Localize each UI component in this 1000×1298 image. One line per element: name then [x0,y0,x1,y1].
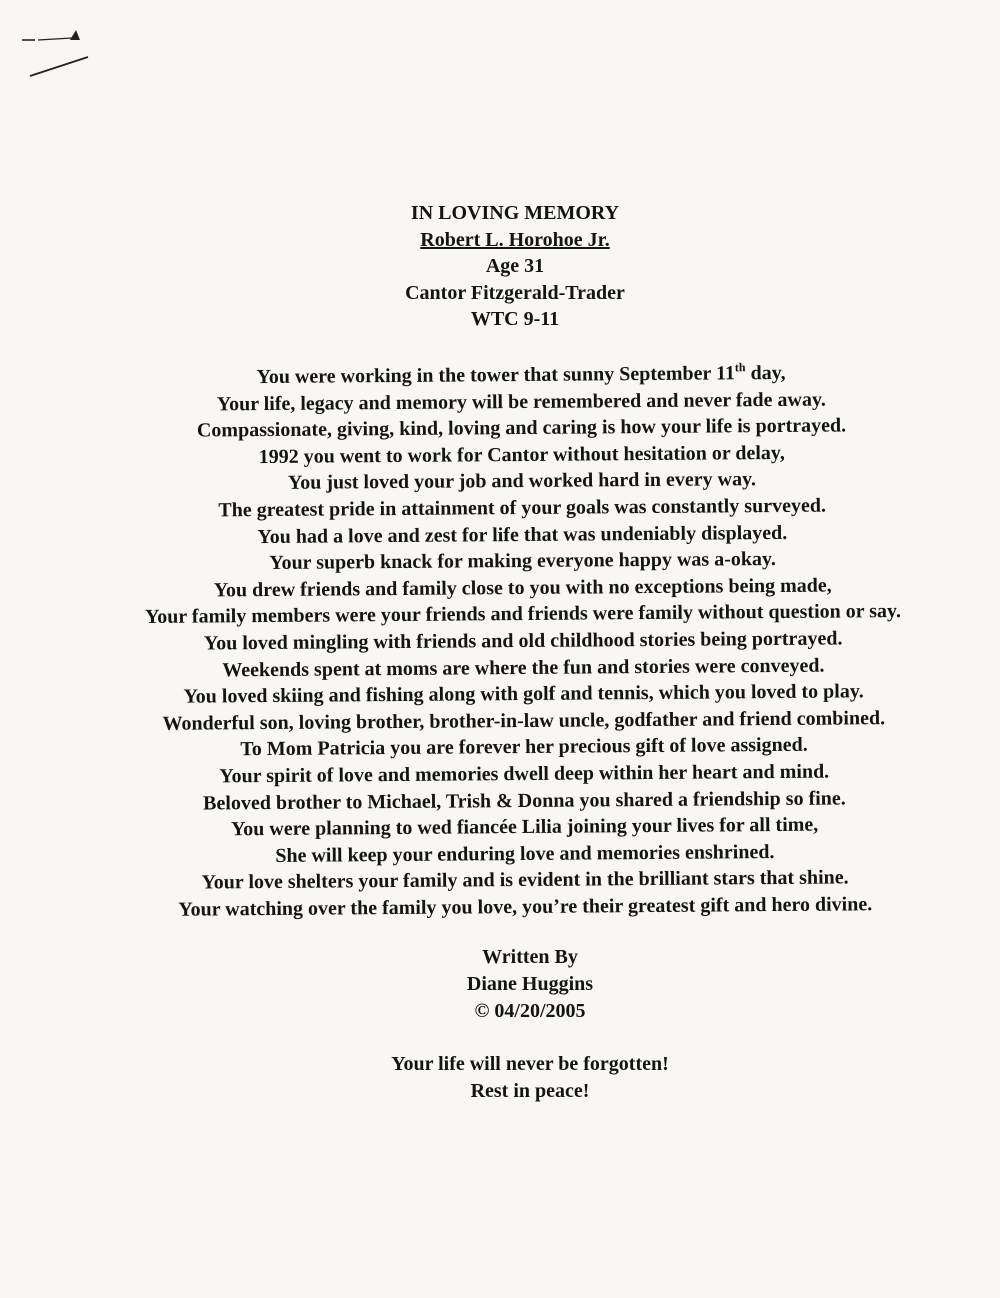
event-label: WTC 9-11 [470,308,560,330]
memorial-header [0,200,1000,333]
poem-line: 1992 you went to work for Cantor without hesitation or delay, [258,441,785,468]
pen-mark-stroke [30,57,88,76]
copyright-date: © 04/20/2005 [474,1000,586,1022]
memorial-title: IN LOVING MEMORY [410,202,620,224]
honoree-name: Robert L. Horohoe Jr. [420,228,610,251]
pen-marks [0,0,120,90]
written-by-label: Written By [482,946,578,968]
poem-line-1-text: You were working in the tower that sunny September 11 [256,362,736,389]
poem-line: You loved mingling with friends and old childhood stories being portrayed. [203,627,843,655]
poem-line: Your superb knack for making everyone happy was a-okay. [269,548,776,575]
poem-line: You had a love and zest for life that was undeniably displayed. [257,521,788,548]
poem-line: You drew friends and family close to you with no exceptions being made, [213,574,832,602]
poem-line: The greatest pride in attainment of your goals was constantly surveyed. [218,494,827,522]
honoree-age: Age 31 [485,255,545,277]
pen-mark-arrow [70,30,80,40]
poem-line: Your spirit of love and memories dwell deep within her heart and mind. [219,760,830,788]
poem-line: You just loved your job and worked hard in every way. [287,468,757,495]
honoree-employer: Cantor Fitzgerald-Trader [405,281,625,304]
poem-line: To Mom Patricia you are forever her precious gift of love assigned. [240,734,808,761]
author-name: Diane Huggins [466,973,594,995]
poem-line: She will keep your enduring love and memories enshrined. [275,840,775,867]
closing-line-1: Your life will never be forgotten! [391,1053,669,1075]
poem-line: Beloved brother to Michael, Trish & Donna you shared a friendship so fine. [203,786,846,815]
poem-line: Your love shelters your family and is evident in the brilliant stars that shine. [201,866,849,894]
closing [0,1051,1000,1105]
poem-line: Your family members were your friends and friends were family without question or say. [144,600,902,629]
ordinal-suffix: th [734,360,746,375]
closing-line-2: Rest in peace! [470,1080,590,1102]
poem-line: You were planning to wed fiancée Lilia joining your lives for all time, [230,813,819,841]
poem-line: Your watching over the family you love, you’re their greatest gift and hero divine. [178,893,873,921]
byline [0,944,1000,1025]
poem [0,358,1000,925]
poem-line: Your life, legacy and memory will be remembered and never fade away. [216,388,826,415]
poem-line: Compassionate, giving, kind, loving and caring is how your life is portrayed. [196,414,847,442]
poem-line: Weekends spent at moms are where the fun and stories were conveyed. [222,654,825,681]
pen-mark-dash-2 [38,38,72,40]
poem-line: Wonderful son, loving brother, brother-in-law uncle, godfather and friend combined. [162,706,886,735]
poem-line-1-end: day, [745,361,786,385]
poem-line: You loved skiing and fishing along with golf and tennis, which you loved to play. [183,680,864,708]
